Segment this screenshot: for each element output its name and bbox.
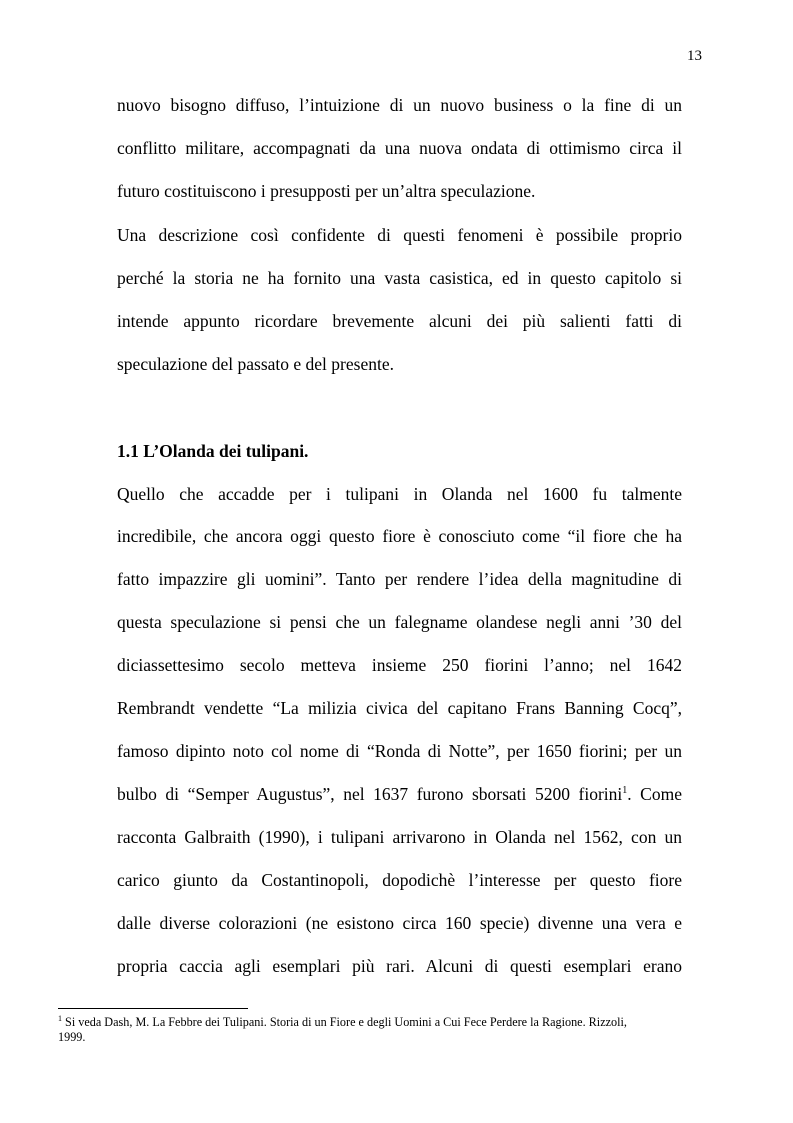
- page-number: 13: [687, 48, 702, 64]
- text-line: futuro costituiscono i presupposti per un’altra speculazione.: [117, 181, 536, 201]
- text-line: intende appunto ricordare brevemente alcuni dei più salienti fatti di: [117, 311, 682, 331]
- text-segment: bulbo di “Semper Augustus”, nel 1637 furono sborsati 5200 fiorini: [117, 784, 623, 804]
- text-line: nuovo bisogno diffuso, l’intuizione di un nuovo business o la fine di un: [117, 95, 682, 115]
- text-line: carico giunto da Costantinopoli, dopodichè l’interesse per questo fiore: [117, 870, 682, 890]
- footnote: [58, 1015, 683, 1045]
- text-line-with-footnote: [117, 782, 682, 806]
- text-line: diciassettesimo secolo metteva insieme 250 fiorini l’anno; nel 1642: [117, 655, 682, 675]
- text-line: propria caccia agli esemplari più rari. Alcuni di questi esemplari erano: [117, 956, 682, 976]
- text-line: questa speculazione si pensi che un falegname olandese negli anni ’30 del: [117, 612, 682, 632]
- footnote-text: Si veda Dash, M. La Febbre dei Tulipani. Storia di un Fiore e degli Uomini a Cui Fece Perdere la Ragione. Rizzoli,: [62, 1015, 627, 1029]
- text-line: perché la storia ne ha fornito una vasta casistica, ed in questo capitolo si: [117, 268, 682, 288]
- section-heading: 1.1 L’Olanda dei tulipani.: [117, 441, 309, 461]
- footnote-rule: [58, 1008, 248, 1009]
- footnote-line: [58, 1015, 683, 1030]
- text-line: speculazione del passato e del presente.: [117, 354, 394, 374]
- text-line: Una descrizione così confidente di questi fenomeni è possibile proprio: [117, 225, 682, 245]
- text-line: racconta Galbraith (1990), i tulipani arrivarono in Olanda nel 1562, con un: [117, 827, 682, 847]
- text-line: incredibile, che ancora oggi questo fiore è conosciuto come “il fiore che ha: [117, 526, 682, 546]
- text-line: famoso dipinto noto col nome di “Ronda di Notte”, per 1650 fiorini; per un: [117, 741, 682, 761]
- text-line: conflitto militare, accompagnati da una nuova ondata di ottimismo circa il: [117, 138, 682, 158]
- text-line: fatto impazzire gli uomini”. Tanto per rendere l’idea della magnitudine di: [117, 569, 682, 589]
- footnote-number: 1: [58, 1014, 62, 1023]
- footnote-line: 1999.: [58, 1030, 86, 1044]
- text-line: Quello che accadde per i tulipani in Olanda nel 1600 fu talmente: [117, 484, 682, 504]
- footnote-marker: 1: [622, 785, 628, 796]
- text-segment: . Come: [627, 784, 682, 804]
- text-line: Rembrandt vendette “La milizia civica del capitano Frans Banning Cocq”,: [117, 698, 682, 718]
- text-line: dalle diverse colorazioni (ne esistono circa 160 specie) divenne una vera e: [117, 913, 682, 933]
